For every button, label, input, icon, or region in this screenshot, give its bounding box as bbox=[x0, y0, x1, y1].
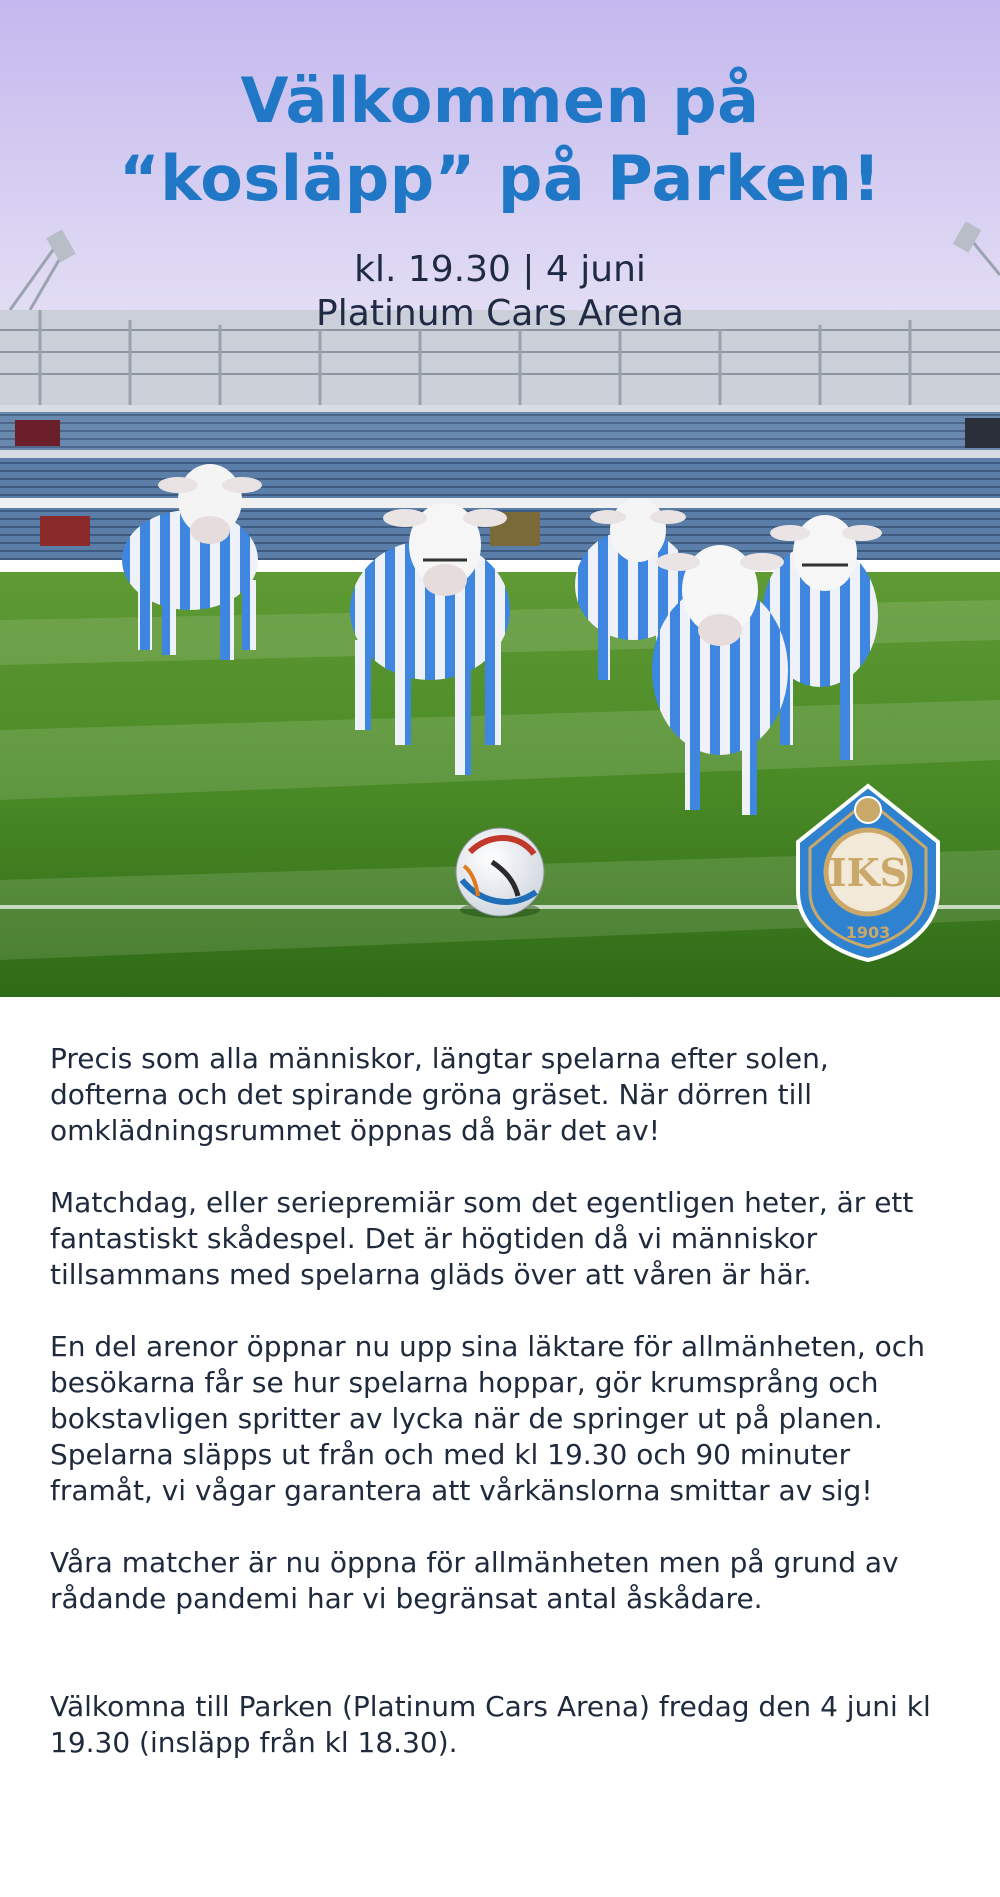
paragraph-1: Precis som alla människor, längtar spelarna efter solen, dofterna och det spirande gröna gräset. När dörren till omklädningsrummet öppnas då bär det av! bbox=[50, 1042, 829, 1147]
event-venue: Platinum Cars Arena bbox=[316, 293, 684, 334]
paragraph-5: Välkomna till Parken (Platinum Cars Arena) fredag den 4 juni kl 19.30 (insläpp från kl 18.30). bbox=[50, 1690, 931, 1759]
badge-letters: IKS bbox=[828, 850, 908, 895]
article-body bbox=[0, 997, 1000, 1761]
event-details bbox=[0, 248, 1000, 336]
paragraph-4: Våra matcher är nu öppna för allmänheten men på grund av rådande pandemi har vi begränsat antal åskådare. bbox=[50, 1546, 899, 1615]
headline-line-1: Välkommen på bbox=[240, 64, 760, 137]
paragraph-2: Matchdag, eller seriepremiär som det egentligen heter, är ett fantastiskt skådespel. Det är högtiden då vi människor tillsammans med spelarna gläds över att våren är här. bbox=[50, 1186, 914, 1291]
headline bbox=[0, 62, 1000, 218]
headline-line-2: “kosläpp” på Parken! bbox=[118, 142, 882, 215]
paragraph-3: En del arenor öppnar nu upp sina läktare för allmänheten, och besökarna får se hur spelarna hoppar, gör krumsprång och bokstavligen spritter av lycka när de springer ut på planen. Spelarna släpps ut från och med kl 19.30 och 90 minuter framåt, vi vågar garantera att vårkänslorna smittar av sig! bbox=[50, 1330, 925, 1507]
club-badge-logo bbox=[788, 782, 948, 962]
hero-text bbox=[0, 62, 1000, 336]
event-time-date: kl. 19.30 | 4 juni bbox=[354, 249, 646, 290]
badge-year: 1903 bbox=[845, 923, 891, 942]
